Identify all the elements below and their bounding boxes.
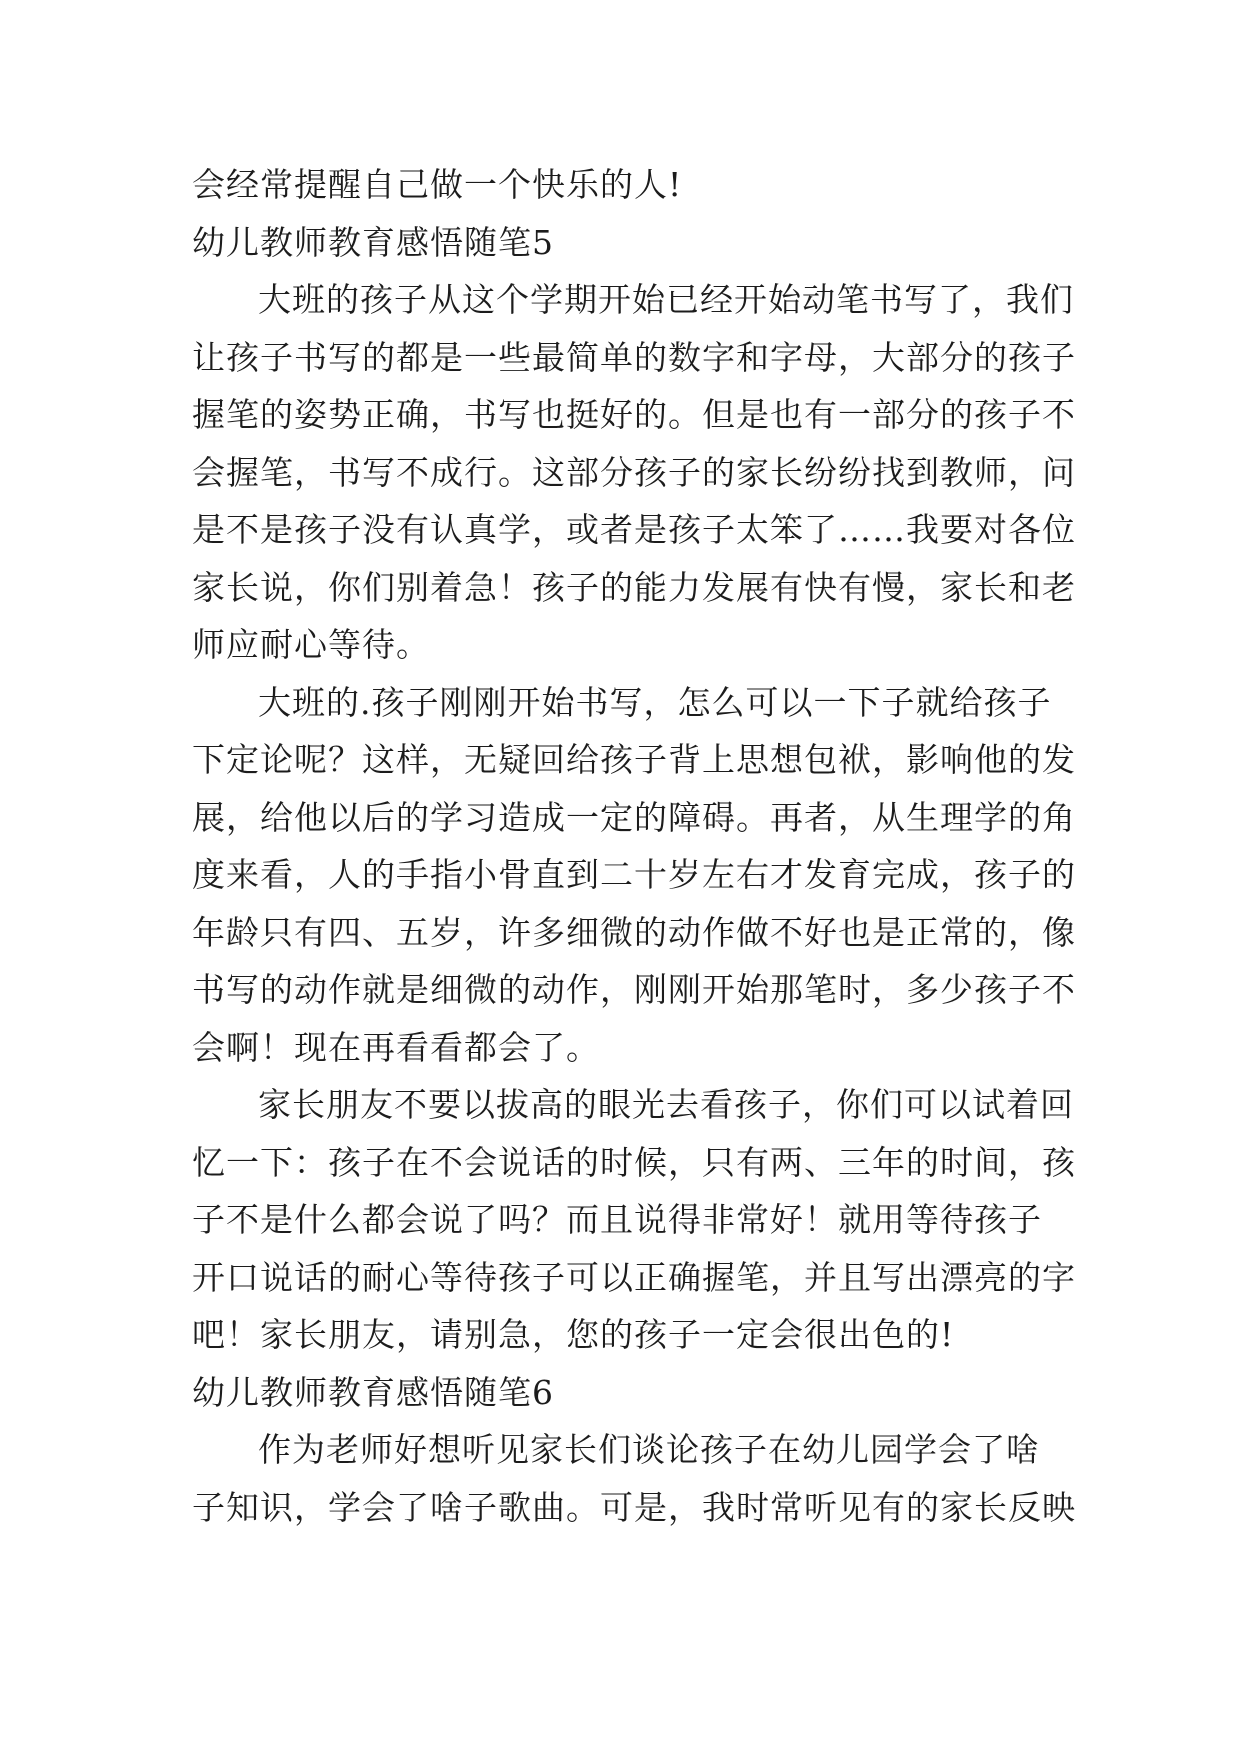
paragraph-line: 吧！家长朋友，请别急，您的孩子一定会很出色的! bbox=[192, 1315, 955, 1354]
paragraph-line: 家长朋友不要以拔高的眼光去看孩子，你们可以试着回 bbox=[258, 1085, 1074, 1124]
paragraph-line: 子不是什么都会说了吗？而且说得非常好！就用等待孩子 bbox=[192, 1200, 1042, 1239]
section-heading-5: 幼儿教师教育感悟随笔5 bbox=[192, 222, 554, 262]
paragraph-line: 下定论呢？这样，无疑回给孩子背上思想包袱，影响他的发 bbox=[192, 740, 1076, 779]
paragraph-line: 师应耐心等待。 bbox=[192, 625, 430, 664]
paragraph-1 bbox=[192, 271, 1076, 674]
paragraph-line: 作为老师好想听见家长们谈论孩子在幼儿园学会了啥 bbox=[258, 1430, 1040, 1469]
continued-text-line: 会经常提醒自己做一个快乐的人! bbox=[192, 165, 683, 204]
paragraph-line: 子知识，学会了啥子歌曲。可是，我时常听见有的家长反映 bbox=[192, 1487, 1076, 1527]
document-body bbox=[192, 156, 1076, 1536]
paragraph-line: 大班的.孩子刚刚开始书写，怎么可以一下子就给孩子 bbox=[258, 682, 1052, 722]
paragraph-3 bbox=[192, 1076, 1076, 1364]
paragraph-2 bbox=[192, 674, 1076, 1077]
paragraph-line: 会啊！现在再看看都会了。 bbox=[192, 1027, 600, 1067]
paragraph-line: 家长说，你们别着急！孩子的能力发展有快有慢，家长和老 bbox=[192, 567, 1076, 607]
paragraph-line: 开口说话的耐心等待孩子可以正确握笔，并且写出漂亮的字 bbox=[192, 1257, 1076, 1297]
section-heading-6: 幼儿教师教育感悟随笔6 bbox=[192, 1372, 554, 1412]
paragraph-4 bbox=[192, 1421, 1076, 1536]
paragraph-line: 会握笔，书写不成行。这部分孩子的家长纷纷找到教师，问 bbox=[192, 452, 1076, 492]
paragraph-line: 度来看，人的手指小骨直到二十岁左右才发育完成，孩子的 bbox=[192, 855, 1076, 894]
paragraph-line: 大班的孩子从这个学期开始已经开始动笔书写了，我们 bbox=[258, 280, 1074, 319]
paragraph-line: 让孩子书写的都是一些最简单的数字和字母，大部分的孩子 bbox=[192, 337, 1076, 377]
paragraph-line: 展，给他以后的学习造成一定的障碍。再者，从生理学的角 bbox=[192, 797, 1076, 837]
paragraph-line: 年龄只有四、五岁，许多细微的动作做不好也是正常的，像 bbox=[192, 912, 1076, 952]
paragraph-line: 握笔的姿势正确，书写也挺好的。但是也有一部分的孩子不 bbox=[192, 395, 1076, 434]
paragraph-line: 忆一下：孩子在不会说话的时候，只有两、三年的时间，孩 bbox=[192, 1142, 1076, 1182]
paragraph-line: 是不是孩子没有认真学，或者是孩子太笨了……我要对各位 bbox=[192, 510, 1076, 549]
paragraph-line: 书写的动作就是细微的动作，刚刚开始那笔时，多少孩子不 bbox=[192, 970, 1076, 1009]
